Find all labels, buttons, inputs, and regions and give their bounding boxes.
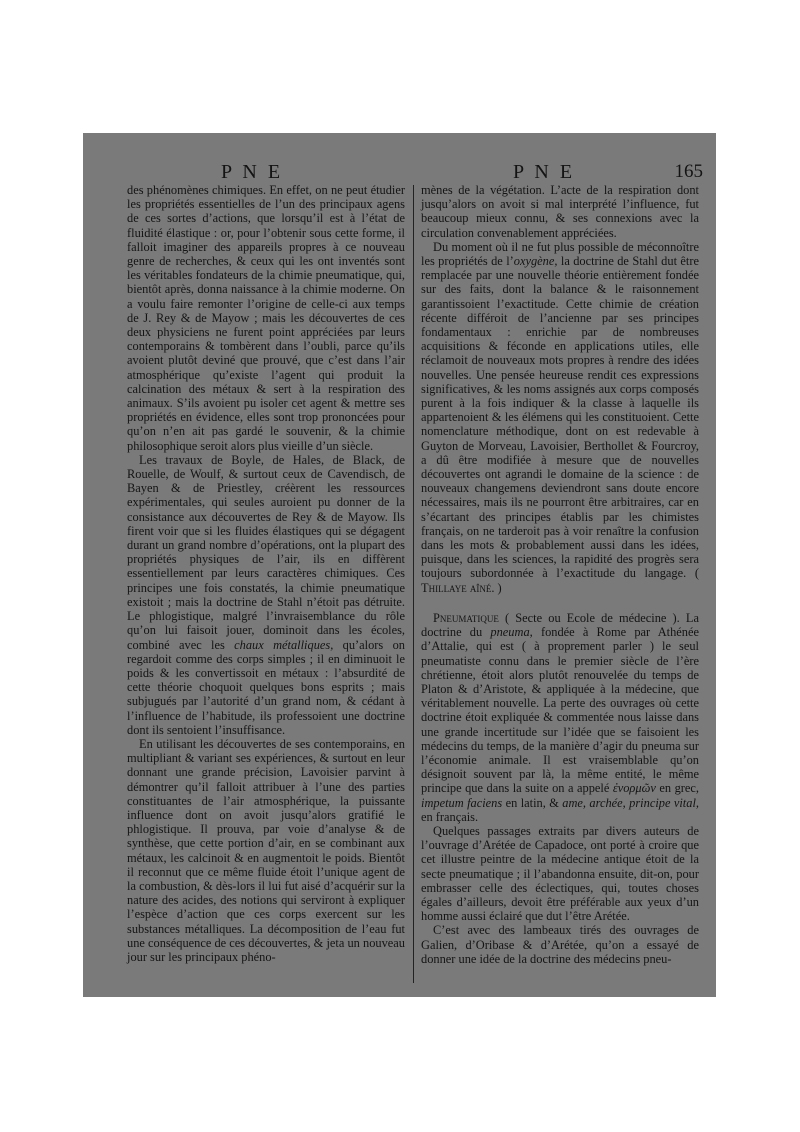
right-paragraph-2-head: Du moment où il ne fut plus possible de méconnoître les propriétés de l’ [421,239,699,269]
left-column [127,183,405,964]
left-paragraph-1: des phénomènes chimiques. En effet, on ne peut étudier les propriétés essentielles de l’un des principaux agens de ces sortes d’actions, que lorsqu’il est à l’état de fluidité élastique : or, pour l’obtenir sous cette forme, il falloit imaginer des appareils propres à ce nouveau genre de recherches, & ceux qui les ont inventés sont les véritables fondateurs de la chimie pneumatique, qui, bientôt après, donna naissance à la chimie moderne. On a voulu faire remonter l’origine de celle-ci aux temps de J. Rey & de Mayow ; mais les découvertes de ces deux physiciens ne furent point appréciées par leurs contemporains & tombèrent dans l’oubli, parce qu’ils avoient plutôt deviné que prouvé, que c’est dans l’air atmosphérique qu’existe l’agent qui produit la calcination des métaux & sert à la respiration des animaux. S’ils avoient pu isoler cet agent & mettre ses propriétés en évidence, elles sont trop prononcées pour qu’on n’en ait pas gardé le souvenir, & la chimie philosophique seroit alors plus vieille d’un siècle. [127,183,405,453]
page [127,149,705,991]
right-paragraph-2-italic: oxygène, [513,254,558,269]
scanned-page-background [83,133,716,997]
entry-text-b: fondée à Rome par Athénée d’Attalie, qui est ( à proprement parler ) le seul pneumatiste connu dans le premier siècle de l’ère chrétienne, étoit alors plutôt renouvelée du temps de Platon & d’Aristote, & appliquée à la médecine, que véritablement nouvelle. La perte des ouvrages où cette doctrine étoit expliquée & commentée nous laisse dans une grande incertitude sur l’idée que se faisoient les médecins du temps, de la manière d’agir du pneuma sur l’économie animale. Il est vraisemblable qu’on désignoit souvent par là, la même entité, le même principe que dans la suite on a appelé [421,625,699,796]
entry-pneumatique [421,611,699,824]
page-number: 165 [674,161,703,182]
entry-italic-french: ame, archée, principe vital, [562,795,699,810]
right-paragraph-5: C’est avec des lambeaux tirés des ouvrages de Galien, d’Oribase & d’Arétée, qu’on a essayé de donner une idée de la doctrine des médecins pneu- [421,923,699,966]
column-divider [413,185,414,983]
left-paragraph-3: En utilisant les découvertes de ses contemporains, en multipliant & variant ses expériences, & surtout en leur donnant une grande précision, Lavoisier parvint à démontrer qu’il falloit attribuer à l’une des parties constituantes de l’air atmosphérique, la puissante influence dont on avoit jusqu’alors gratifié le phlogistique. Il prouva, par voie d’analyse & de synthèse, que cette portion d’air, en se combinant aux métaux, les calcinoit & en augmentoit le poids. Bientôt il reconnut que ce même fluide étoit l’unique agent de la combustion, & dès-lors il lui fut aisé d’acquérir sur la nature des acides, des notions qui serviront à expliquer l’espèce d’action que ces corps exercent sur les substances métalliques. La décomposition de l’eau fut une conséquence de ces découvertes, & jeta un nouveau jour sur les principaux phéno- [127,736,405,964]
left-paragraph-2-text: Les travaux de Boyle, de Hales, de Black, de Rouelle, de Woulf, & surtout ceux de Cavendisch, de Bayen & de Priestley, créèrent les ressources expérimentales, qui seules auroient pu donner de la consistance aux découvertes de Rey & de Mayow. Ils firent voir que si les fluides élastiques qui se dégagent durant un grand nombre d’opérations, ont la plupart des propriétés physiques de l’air, ils en diffèrent essentiellement par leurs caractères chimiques. Ces principes une fois constatés, la chimie pneumatique existoit ; mais la doctrine de Stahl n’étoit pas détruite. Le phlogistique, malgré l’invraisemblance du rôle qu’on lui faisoit jouer, dominoit dans les écoles, combiné avec les [127,452,405,652]
left-paragraph-2 [127,453,405,737]
entry-text-a: ( Secte ou Ecole de médecine ). La doctrine du [421,610,699,640]
entry-italic-latin: impetum faciens [421,795,503,810]
entry-italic-pneuma: pneuma, [490,625,533,640]
entry-text-e: en français. [421,809,479,824]
running-head [127,155,705,185]
entry-text-d: en latin, & [505,795,559,810]
author-signature: ( Thillaye aîné. ) [421,566,699,595]
right-paragraph-1: mènes de la végétation. L’acte de la respiration dont jusqu’alors on avoit si mal interprété l’influence, fut beaucoup mieux connu, & ses connexions avec la circulation convenablement appréciées. [421,183,699,240]
right-paragraph-4: Quelques passages extraits par divers auteurs de l’ouvrage d’Arétée de Capadoce, ont porté à croire que cet illustre peintre de la médecine antique étoit de la secte pneumatique ; il l’abandonna ensuite, dit-on, pour embrasser celle des éclectiques, qui, toutes choses égales d’ailleurs, devoit être préférable aux yeux d’un homme aussi éclairé que dut l’être Arétée. [421,823,699,924]
right-paragraph-2 [421,240,699,595]
left-paragraph-2-tail: qu’alors on regardoit comme des corps simples ; il en diminuoit le poids & les convertissoit en métaux : l’absurdité de cette théorie choquoit quelques bons esprits ; mais subjugués par l’autorité d’un grand nom, & cédant à l’influence de l’habitude, ils professoient une doctrine dont ils sentoient l’insuffisance. [127,637,405,737]
right-column [421,183,699,966]
running-head-right: P N E [513,161,576,183]
left-paragraph-2-italic: chaux métalliques, [234,637,334,652]
right-paragraph-2-tail: la doctrine de Stahl dut être remplacée par une nouvelle théorie entièrement fondée sur des faits, dont la balance & le raisonnement garantissoient l’exactitude. Cette chimie de création récente différoit de l’ancienne par ses principes fondamentaux : enrichie par de nombreuses acquisitions & féconde en applications utiles, elle réclamoit de nouveaux mots propres à rendre des idées nouvelles. Une pensée heureuse rendit ces expressions significatives, & les noms assignés aux corps composés purent à la fois indiquer & la classe à laquelle ils appartenoient & les élémens qui les constituoient. Cette nomenclature méthodique, dont on est redevable à Guyton de Morveau, Lavoisier, Berthollet & Fourcroy, a dû être modifiée à mesure que de nouvelles découvertes ont agrandi le domaine de la science : de nouveaux changemens deviendront sans doute encore nécessaires, mais ils ne pourront être arbitraires, car en s’écartant des principes établis par les chimistes français, on ne tarderoit pas à voir renaître la confusion dans les mots & probablement aussi dans les idées, puisque, dans les sciences, la rapidité des progrès sera toujours subordonnée à l’exactitude du langage. [421,254,699,581]
entry-headword: Pneumatique [433,610,499,625]
entry-text-c: en grec, [659,781,699,796]
running-head-left: P N E [221,161,284,183]
entry-italic-greek: ἐνορμῶν [612,781,656,796]
